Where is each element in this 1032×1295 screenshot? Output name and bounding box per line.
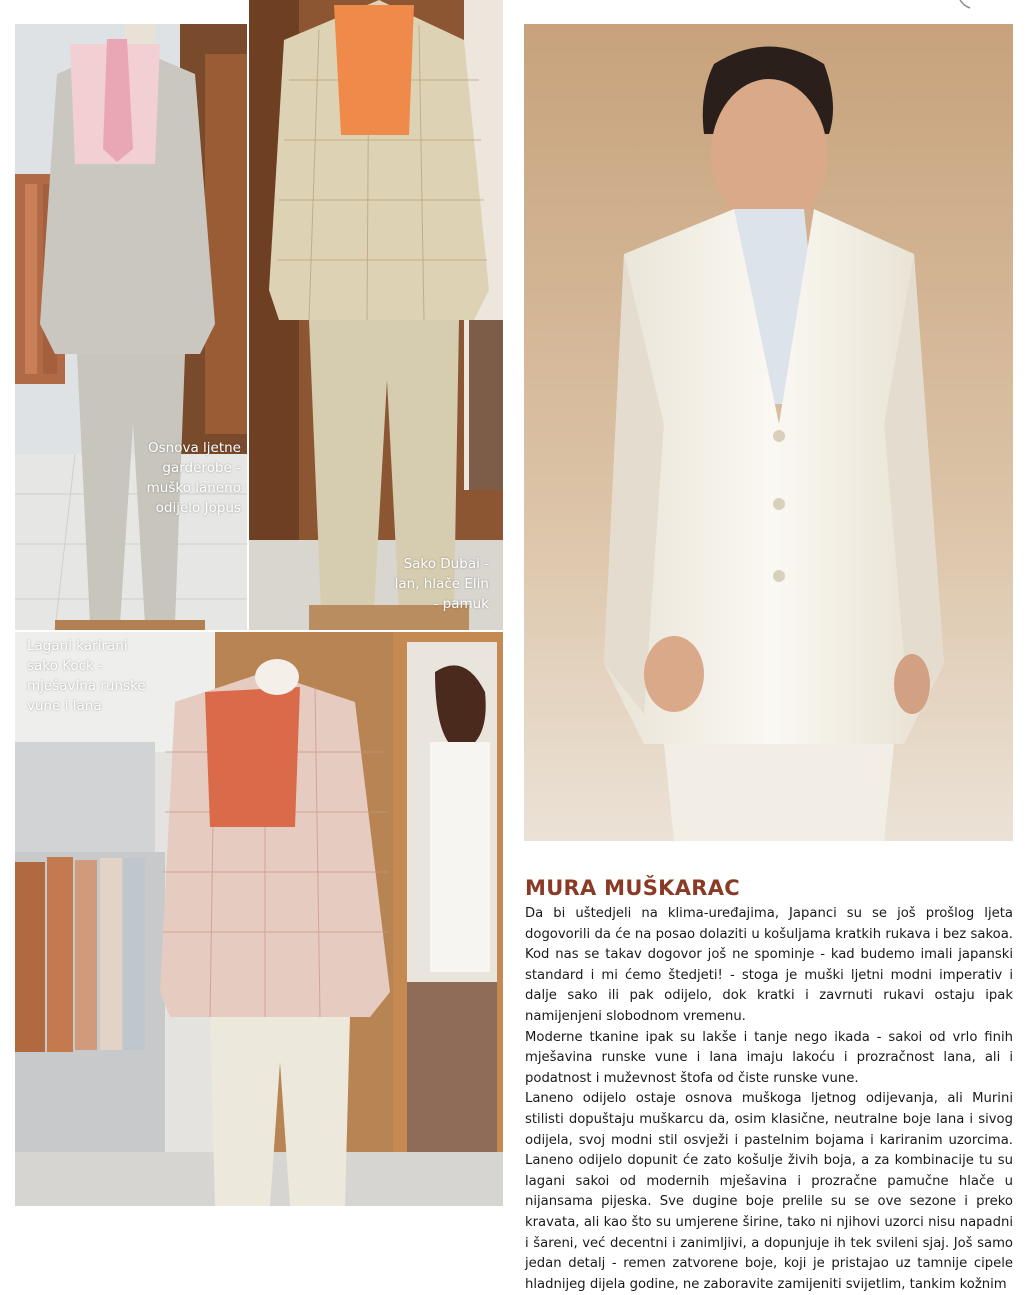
article-paragraph: Laneno odijelo ostaje osnova muškoga ljetnog odijevanja, ali Murini stilisti dopuštaju muškarcu da, osim klasične, neutralne boje lana i sivog odijela, svoj modni stil osvježi i pastelnim bojama i kariranim uzorcima. Laneno odijelo dopunit će zato košulje živih boja, a za kombinacije tu su lagani sakoi od modernih mješavina i prozračne pamučne hlače u nijansama pijeska. Sve dugine boje prelile su se ove sezone i preko kravata, ali kao što su umjerene širine, tako ni njihovi uzorci nisu napadni i šareni, već decentni i zanimljivi, a dopunjuje ih tek svileni sjaj. Još samo jedan detalj - remen zatvorene boje, koji je pristajao uz tamnije cipele hladnijeg dijela godine, ne zaboravite zamijeniti svijetlim, tankim kožnim [525, 1091, 1013, 1292]
article-body [525, 904, 1013, 1295]
caption-photo2: Sako Dubai - lan, hlače Elin - pamuk [394, 556, 489, 612]
article-paragraph: Da bi uštedjeli na klima-uređajima, Japanci su se još prošlog ljeta dogovorili da će na posao dolaziti u košuljama kratkih rukava i bez sakoa. Kod nas se takav dogovor još ne spominje - kad budemo imali japanski standard i mi ćemo štedjeti! - stoga je muški ljetni modni imperativ i dalje sako ili pak odijelo, dok kratki i zavrnuti rukavi ostaju ipak namijenjeni slobodnom vremenu. [525, 906, 1013, 1024]
caption-photo3: Lagani karirani sako Kock - mješavina runske vune i lana [27, 638, 146, 714]
photo-linen-suit [15, 24, 247, 630]
photo-dubai-jacket [249, 0, 503, 630]
photo-model-white-suit [524, 24, 1013, 841]
article-paragraph: Moderne tkanine ipak su lakše i tanje nego ikada - sakoi od vrlo finih mješavina runske vune i lana imaju lakoću i prozračnost lana, ali i podatnost i muževnost štofa od čiste runske vune. [525, 1029, 1013, 1086]
decorative-curve [940, 0, 980, 10]
caption-photo1: Osnova ljetne garderobe - muško laneno odijelo Jopus [146, 440, 241, 516]
photo-kock-jacket [15, 632, 503, 1206]
article-title: MURA MUŠKARAC [525, 876, 741, 900]
